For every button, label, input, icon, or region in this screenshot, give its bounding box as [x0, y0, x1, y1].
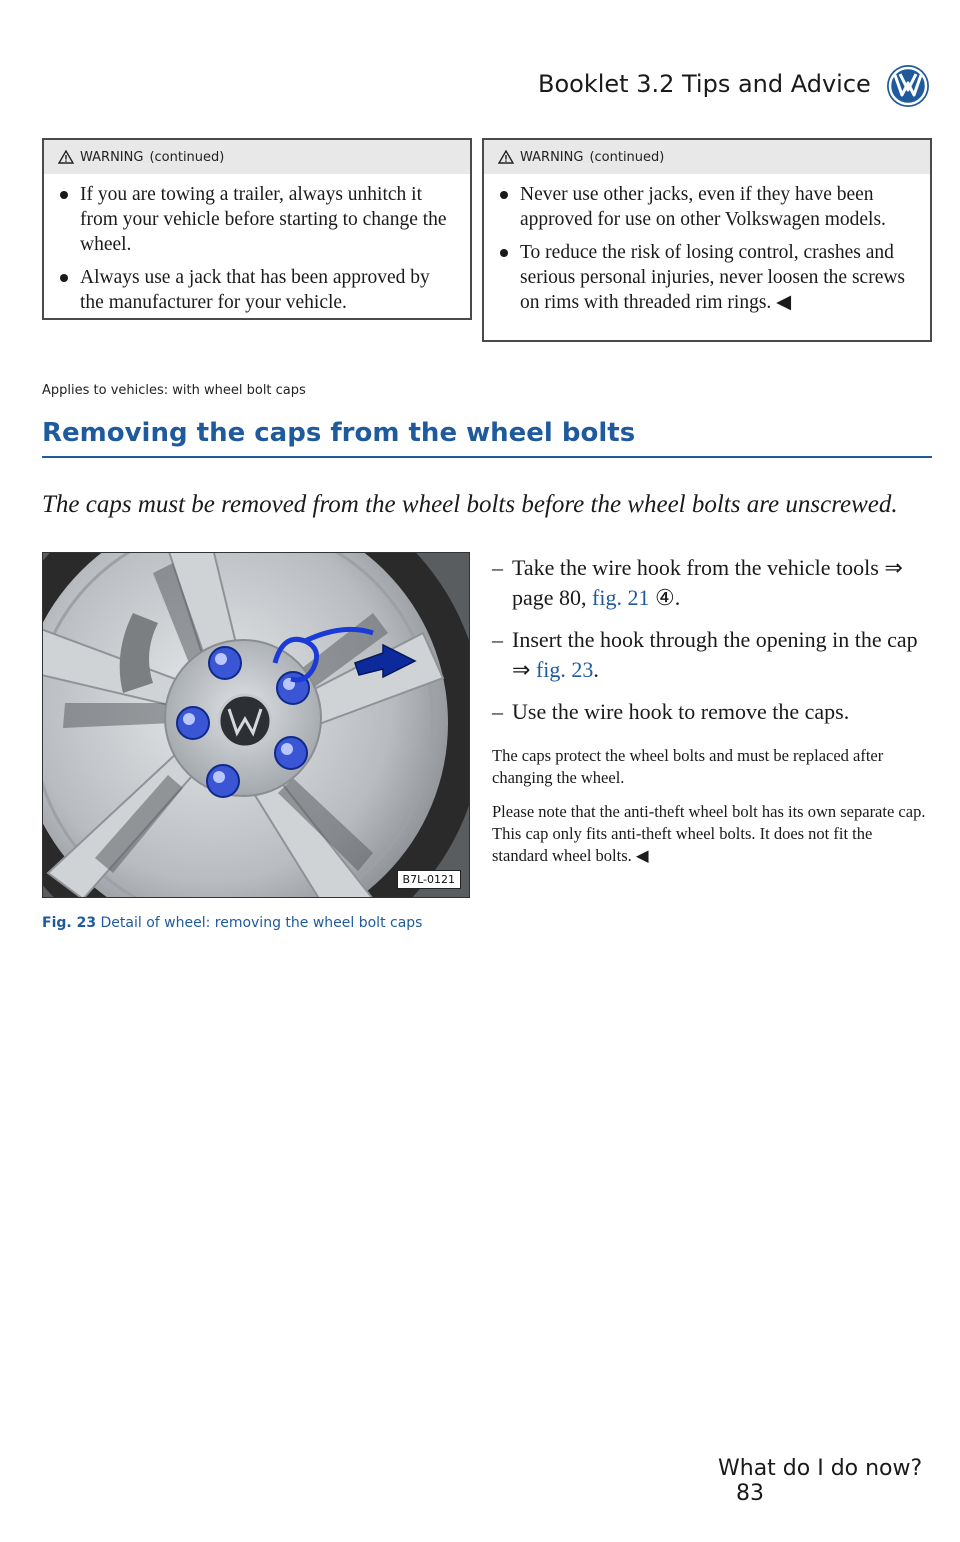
figure-caption	[42, 912, 472, 934]
warning-item: Always use a jack that has been approved by the manufacturer for your vehicle.	[58, 265, 456, 315]
fig-21-link[interactable]: fig. 21	[592, 585, 650, 610]
section-intro: The caps must be removed from the wheel bolts before the wheel bolts are unscrewed.	[42, 491, 898, 518]
vw-logo-icon	[884, 62, 932, 110]
warning-box-left	[42, 138, 472, 320]
warning-triangle-icon	[498, 150, 514, 164]
warning-item: To reduce the risk of losing control, crashes and serious personal injuries, never loosen the screws on rims with threaded rim rings. ◀	[498, 240, 916, 315]
step-item	[492, 553, 932, 613]
step-text: .	[593, 657, 599, 682]
page-footer	[718, 1456, 960, 1506]
warning-item: If you are towing a trailer, always unhitch it from your vehicle before starting to change the wheel.	[58, 182, 456, 257]
wheel-illustration	[43, 553, 470, 898]
note-paragraph: The caps protect the wheel bolts and must be replaced after changing the wheel.	[492, 746, 884, 787]
section-title: Removing the caps from the wheel bolts	[42, 418, 636, 448]
step-text: Insert the hook through the opening in the cap ⇒	[512, 627, 918, 682]
warning-label: WARNING	[520, 149, 584, 165]
warning-suffix: (continued)	[589, 149, 665, 165]
figure-caption-text: Detail of wheel: removing the wheel bolt caps	[100, 915, 423, 931]
fig-23-link[interactable]: fig. 23	[535, 657, 594, 682]
page-header-title: Booklet 3.2 Tips and Advice	[538, 70, 871, 98]
figure-code: B7L-0121	[397, 870, 461, 889]
applies-to-note: Applies to vehicles: with wheel bolt caps	[42, 383, 306, 398]
warning-triangle-icon	[58, 150, 74, 164]
section-divider	[42, 456, 932, 458]
step-text: Take the wire hook from the vehicle tools ⇒ page 80,	[512, 555, 903, 610]
step-text: ④.	[649, 585, 681, 610]
note-paragraph: Please note that the anti-theft wheel bolt has its own separate cap. This cap only fits anti-theft wheel bolts. It does not fit the standard wheel bolts. ◀	[492, 802, 926, 865]
chapter-title: What do I do now?	[718, 1456, 923, 1481]
warning-item: Never use other jacks, even if they have been approved for use on other Volkswagen models.	[498, 182, 916, 232]
step-item	[492, 625, 932, 685]
warning-suffix: (continued)	[149, 149, 225, 165]
warning-header	[44, 140, 470, 174]
wheel-figure	[42, 552, 470, 898]
page-number: 83	[736, 1481, 764, 1506]
step-item: – Use the wire hook to remove the caps.	[492, 697, 932, 727]
warning-label: WARNING	[80, 149, 144, 165]
warning-box-right	[482, 138, 932, 342]
warning-header	[484, 140, 930, 174]
figure-caption-label: Fig. 23	[42, 915, 97, 931]
instruction-steps	[492, 553, 932, 867]
